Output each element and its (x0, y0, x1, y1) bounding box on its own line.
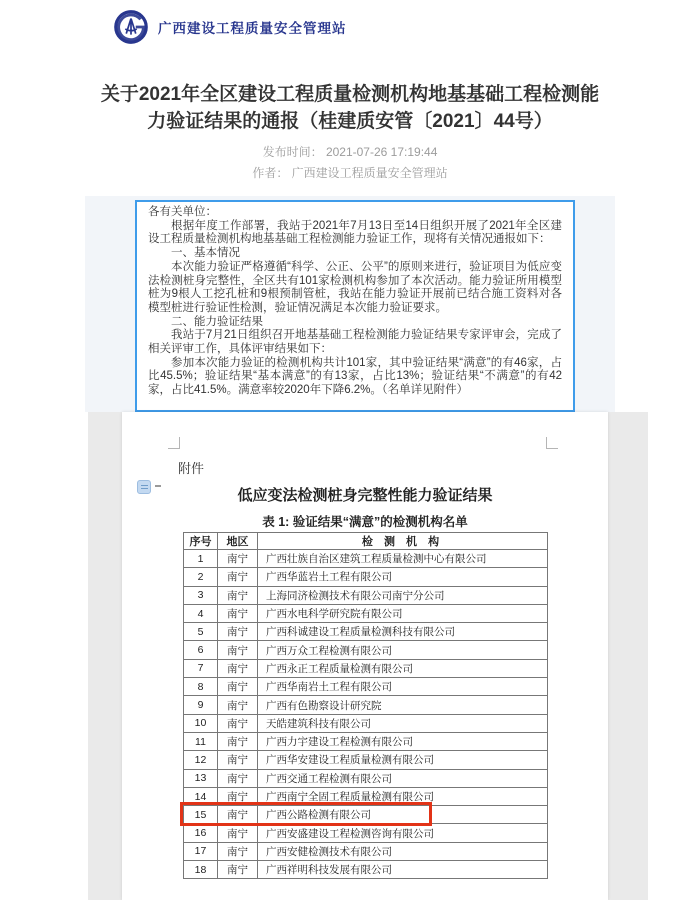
site-header (112, 8, 347, 46)
col-header-no: 序号 (184, 533, 218, 550)
table-row (184, 787, 548, 805)
cell-region: 南宁 (218, 824, 258, 842)
cell-no: 15 (184, 806, 218, 824)
table-row (184, 659, 548, 677)
table-row (184, 568, 548, 586)
table-row (184, 861, 548, 879)
cell-no: 18 (184, 861, 218, 879)
cell-org: 广西力宇建设工程检测有限公司 (258, 732, 548, 750)
document-viewer[interactable] (88, 412, 648, 900)
cell-region: 南宁 (218, 641, 258, 659)
table-row (184, 641, 548, 659)
cell-region: 南宁 (218, 842, 258, 860)
document-title: 低应变法检测桩身完整性能力验证结果 (237, 487, 493, 504)
table-row (184, 550, 548, 568)
notice-paragraph: 各有关单位： (148, 206, 217, 218)
cell-org: 广西有色勘察设计研究院 (258, 696, 548, 714)
notice-paragraph: 我站于7月21日组织召开地基基础工程检测能力验证结果专家评审会，完成了相关评审工作，具体评审结果如下： (148, 329, 562, 356)
cell-no: 11 (184, 732, 218, 750)
gxjs-emblem-icon (112, 8, 150, 46)
cell-region: 南宁 (218, 714, 258, 732)
cell-no: 2 (184, 568, 218, 586)
cell-no: 8 (184, 678, 218, 696)
page-margin-corner-mark (546, 437, 558, 449)
table-row (184, 586, 548, 604)
cell-org: 广西华南岩土工程有限公司 (258, 678, 548, 696)
cell-no: 7 (184, 659, 218, 677)
table-row (184, 824, 548, 842)
table-row (184, 751, 548, 769)
notice-body (135, 200, 575, 412)
cell-region: 南宁 (218, 550, 258, 568)
cell-region: 南宁 (218, 604, 258, 622)
col-header-region: 地区 (218, 533, 258, 550)
table-row (184, 623, 548, 641)
cell-org: 广西安盛建设工程检测咨询有限公司 (258, 824, 548, 842)
cell-region: 南宁 (218, 696, 258, 714)
publish-time: 发布时间： 2021-07-26 17:19:44 (262, 145, 438, 159)
page-margin-corner-mark (168, 437, 180, 449)
cell-region: 南宁 (218, 806, 258, 824)
cell-org: 上海同济检测技术有限公司南宁分公司 (258, 586, 548, 604)
col-header-org: 检 测 机 构 (258, 533, 548, 550)
cell-region: 南宁 (218, 678, 258, 696)
cell-region: 南宁 (218, 861, 258, 879)
cell-org: 广西南宁全固工程质量检测有限公司 (258, 787, 548, 805)
cell-region: 南宁 (218, 751, 258, 769)
cell-region: 南宁 (218, 732, 258, 750)
cell-org: 天皓建筑科技有限公司 (258, 714, 548, 732)
cell-no: 17 (184, 842, 218, 860)
table-header-row (184, 533, 548, 550)
site-name[interactable]: 广西建设工程质量安全管理站 (158, 21, 347, 36)
cell-region: 南宁 (218, 787, 258, 805)
notice-paragraph: 本次能力验证严格遵循“科学、公正、公平”的原则来进行，验证项目为低应变法检测桩身完整性，全区共有101家检测机构参加了本次活动。能力验证所用模型桩为9根人工挖孔桩和9根预制管桩，我站在能力验证开展前已结合施工资料对各模型桩进行验证性检测，验证情况满足本次能力验证要求。 (148, 260, 562, 314)
cell-no: 10 (184, 714, 218, 732)
cell-no: 14 (184, 787, 218, 805)
cell-org: 广西华蓝岩土工程有限公司 (258, 568, 548, 586)
notice-zone (85, 196, 615, 412)
author-line: 作者： 广西建设工程质量安全管理站 (252, 166, 448, 180)
cell-no: 1 (184, 550, 218, 568)
cell-org: 广西华安建设工程质量检测有限公司 (258, 751, 548, 769)
cell-org: 广西永正工程质量检测有限公司 (258, 659, 548, 677)
cell-region: 南宁 (218, 568, 258, 586)
cell-no: 13 (184, 769, 218, 787)
table-row (184, 769, 548, 787)
cell-no: 16 (184, 824, 218, 842)
cell-region: 南宁 (218, 623, 258, 641)
table-row (184, 714, 548, 732)
table-row (184, 678, 548, 696)
cell-region: 南宁 (218, 769, 258, 787)
table-row (184, 732, 548, 750)
notice-paragraph: 参加本次能力验证的检测机构共计101家，其中验证结果“满意”的有46家，占比45.5%；验证结果“基本满意”的有13家，占比13%；验证结果“不满意”的有42 家，占比41.5%。满意率较2020年下降6.2%。（名单详见附件） (148, 356, 562, 397)
page-title: 关于2021年全区建设工程质量检测机构地基基础工程检测能力验证结果的通报（桂建质安管〔2021〕44号） (100, 84, 600, 132)
cell-org: 广西祥明科技发展有限公司 (258, 861, 548, 879)
cell-org: 广西万众工程检测有限公司 (258, 641, 548, 659)
cell-org: 广西安健检测技术有限公司 (258, 842, 548, 860)
cell-org: 广西壮族自治区建筑工程质量检测中心有限公司 (258, 550, 548, 568)
table-row (184, 806, 548, 824)
cell-org: 广西公路检测有限公司 (258, 806, 548, 824)
cell-no: 9 (184, 696, 218, 714)
cell-region: 南宁 (218, 586, 258, 604)
cell-region: 南宁 (218, 659, 258, 677)
cell-no: 5 (184, 623, 218, 641)
table-row (184, 604, 548, 622)
table-caption: 表 1: 验证结果“满意”的检测机构名单 (262, 515, 468, 529)
cell-org: 广西科诚建设工程质量检测科技有限公司 (258, 623, 548, 641)
document-page (122, 412, 608, 900)
cell-no: 3 (184, 586, 218, 604)
result-table (183, 532, 548, 879)
notice-paragraph: 一、基本情况 (171, 247, 240, 260)
table-row (184, 696, 548, 714)
cell-org: 广西水电科学研究院有限公司 (258, 604, 548, 622)
cell-no: 4 (184, 604, 218, 622)
cell-no: 6 (184, 641, 218, 659)
cell-org: 广西交通工程检测有限公司 (258, 769, 548, 787)
attachment-label: 附件 (178, 461, 205, 476)
notice-paragraph: 二、能力验证结果 (171, 315, 263, 328)
notice-paragraph: 根据年度工作部署，我站于2021年7月13日至14日组织开展了2021年全区建设工程质量检测机构地基基础工程检测能力验证工作，现将有关情况通报如下： (148, 219, 562, 246)
cell-no: 12 (184, 751, 218, 769)
table-row (184, 842, 548, 860)
